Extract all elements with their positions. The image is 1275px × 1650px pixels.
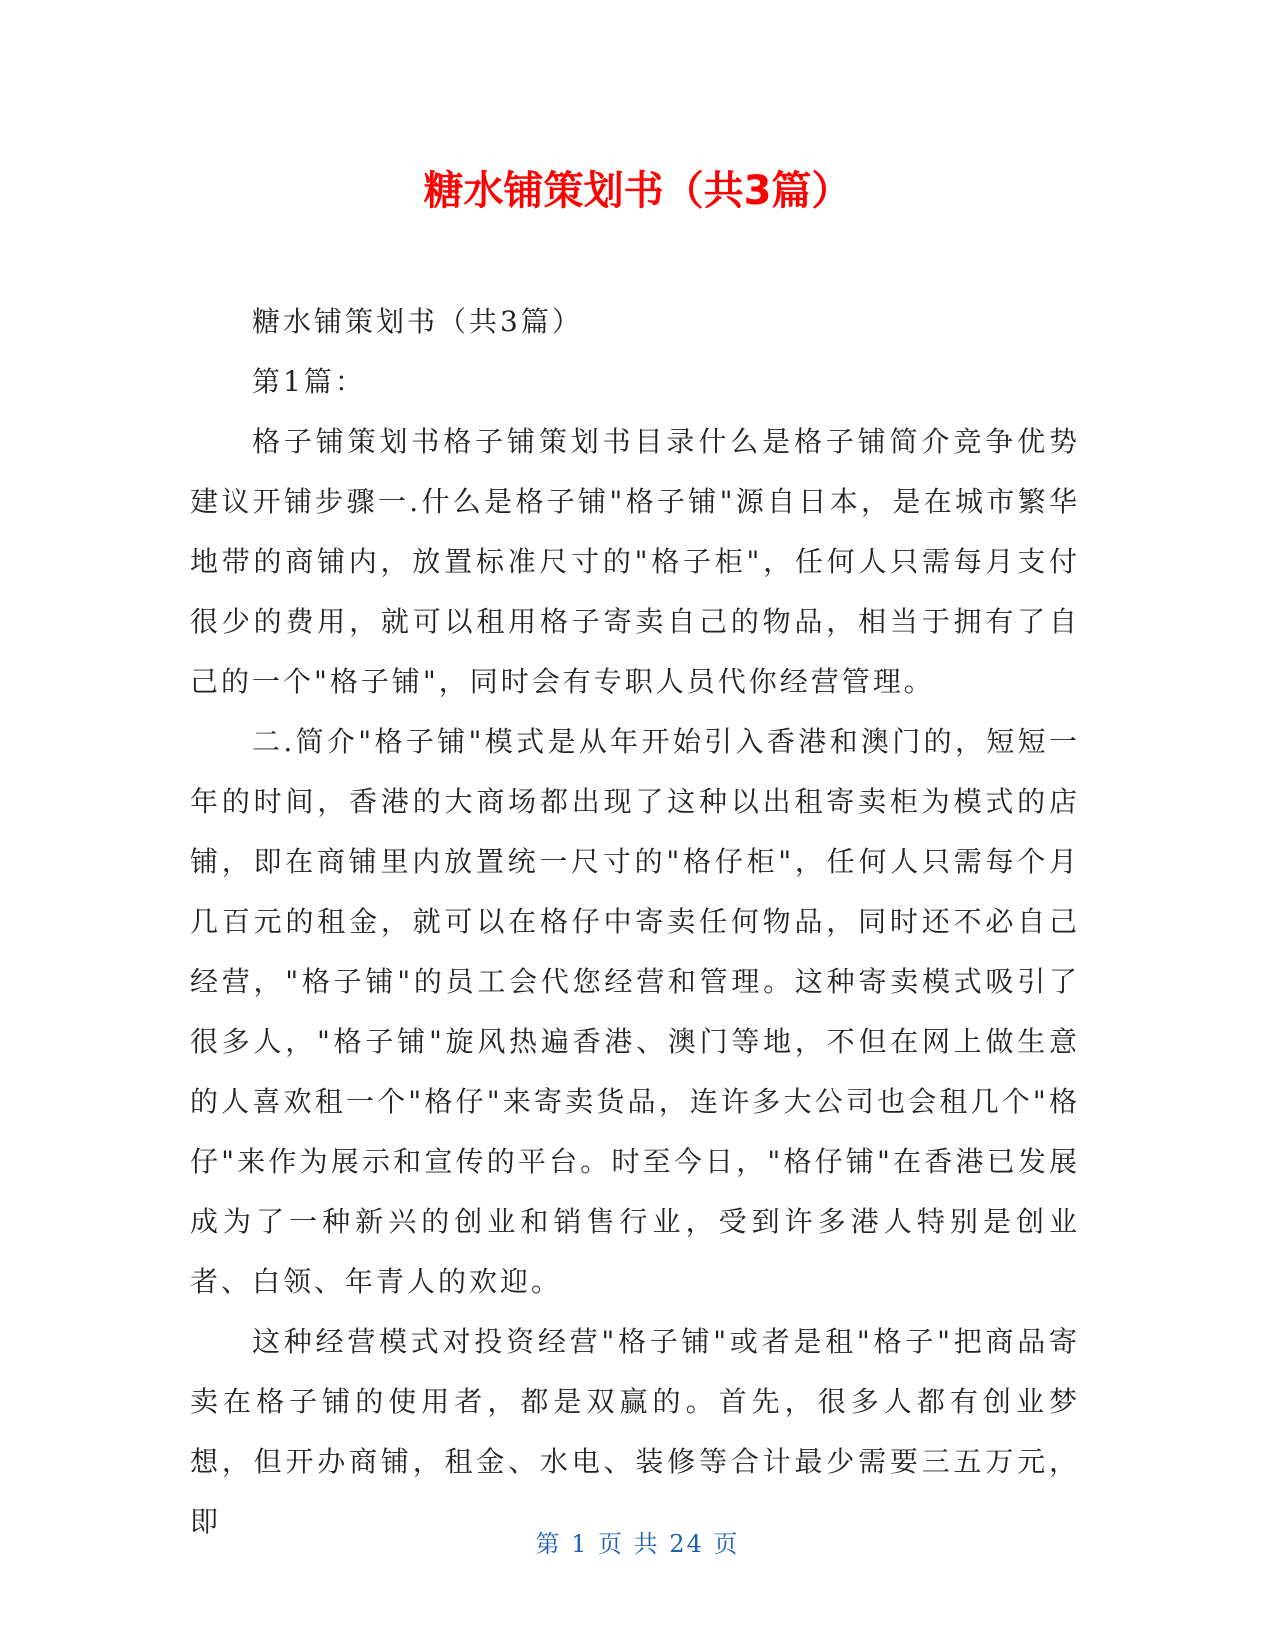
document-body: [190, 292, 1080, 1552]
paragraph-part-label: 第1篇：: [252, 365, 366, 398]
page-footer: 第 1 页 共 24 页: [535, 1530, 740, 1558]
paragraph-intro: 格子铺策划书格子铺策划书目录什么是格子铺简介竞争优势建议开铺步骤一.什么是格子铺"格子铺"源自日本，是在城市繁华地带的商铺内，放置标准尺寸的"格子柜"，任何人只需每月支付很少的费用，就可以租用格子寄卖自己的物品，相当于拥有了自己的一个"格子铺"，同时会有专职人员代你经营管理。: [190, 425, 1080, 698]
paragraph-business-model: 这种经营模式对投资经营"格子铺"或者是租"格子"把商品寄卖在格子铺的使用者，都是双赢的。首先，很多人都有创业梦想，但开办商铺，租金、水电、装修等合计最少需要三五万元，即: [190, 1325, 1080, 1538]
paragraph-overview: 二.简介"格子铺"模式是从年开始引入香港和澳门的，短短一年的时间，香港的大商场都出现了这种以出租寄卖柜为模式的店铺，即在商铺里内放置统一尺寸的"格仔柜"，任何人只需每个月几百元的租金，就可以在格仔中寄卖任何物品，同时还不必自己经营，"格子铺"的员工会代您经营和管理。这种寄卖模式吸引了很多人，"格子铺"旋风热遍香港、澳门等地，不但在网上做生意的人喜欢租一个"格仔"来寄卖货品，连许多大公司也会租几个"格仔"来作为展示和宣传的平台。时至今日，"格仔铺"在香港已发展成为了一种新兴的创业和销售行业，受到许多港人特别是创业者、白领、年青人的欢迎。: [190, 725, 1080, 1298]
document-title: 糖水铺策划书（共3篇）: [423, 168, 852, 214]
paragraph-heading: 糖水铺策划书（共3篇）: [252, 305, 583, 338]
